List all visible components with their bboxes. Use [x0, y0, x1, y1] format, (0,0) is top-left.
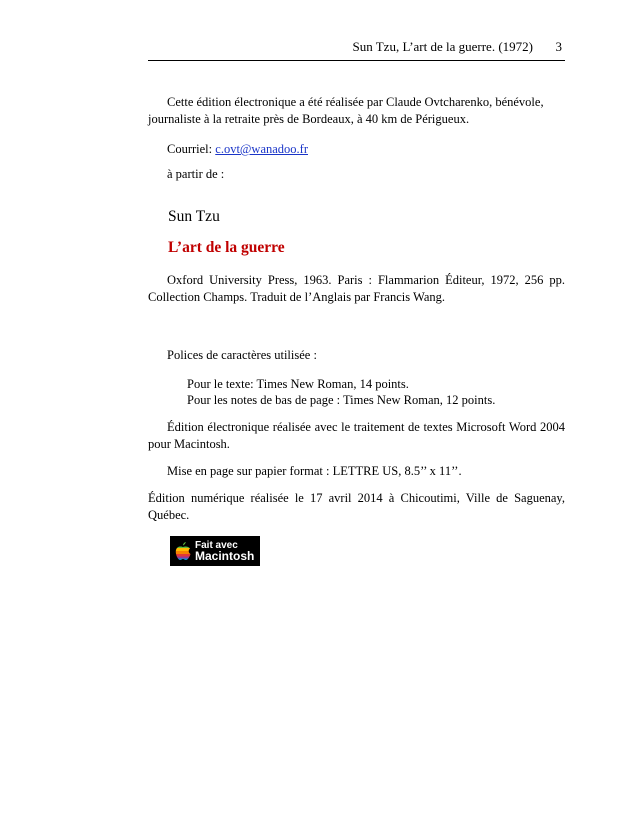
publication-text: Oxford University Press, 1963. Paris : Flammarion Éditeur, 1972, 256 pp. Collection Champs. Traduit de l’Anglais par Francis Wang. — [148, 273, 565, 304]
running-header — [148, 36, 565, 61]
book-author: Sun Tzu — [168, 208, 220, 225]
page-number: 3 — [555, 39, 562, 54]
email-label: Courriel: — [167, 142, 216, 156]
credits-line-1: Cette édition électronique a été réalisée par Claude Ovtcharenko, bénévole, — [167, 95, 544, 109]
text-font-line: Pour le texte: Times New Roman, 14 points. — [187, 377, 409, 391]
logo-line-2: Macintosh — [195, 549, 255, 563]
running-title: Sun Tzu, L’art de la guerre. (1972) — [352, 39, 533, 54]
email-line — [148, 141, 565, 158]
publication-info — [148, 272, 565, 305]
logo-line-1: Fait avec — [195, 540, 238, 551]
source-intro: à partir de : — [167, 167, 225, 181]
apple-rainbow-icon — [175, 541, 191, 561]
logo-text — [195, 540, 254, 562]
fonts-heading: Polices de caractères utilisée : — [167, 348, 317, 362]
credits-paragraph — [148, 94, 565, 127]
book-title: L’art de la guerre — [168, 239, 285, 256]
email-link[interactable]: c.ovt@wanadoo.fr — [215, 142, 308, 156]
software-text: Édition électronique réalisée avec le traitement de textes Microsoft Word 2004 pour Macintosh. — [148, 420, 565, 451]
notes-font-line: Pour les notes de bas de page : Times New Roman, 12 points. — [187, 393, 496, 407]
digital-edition-paragraph — [148, 490, 565, 523]
software-paragraph — [148, 419, 565, 452]
digital-edition-text: Édition numérique réalisée le 17 avril 2014 à Chicoutimi, Ville de Saguenay, Québec. — [148, 491, 565, 522]
layout-line: Mise en page sur papier format : LETTRE US, 8.5’’ x 11’’. — [167, 464, 462, 478]
credits-line-2: journaliste à la retraite près de Bordeaux, à 40 km de Périgueux. — [148, 111, 470, 126]
macintosh-logo — [170, 536, 260, 566]
